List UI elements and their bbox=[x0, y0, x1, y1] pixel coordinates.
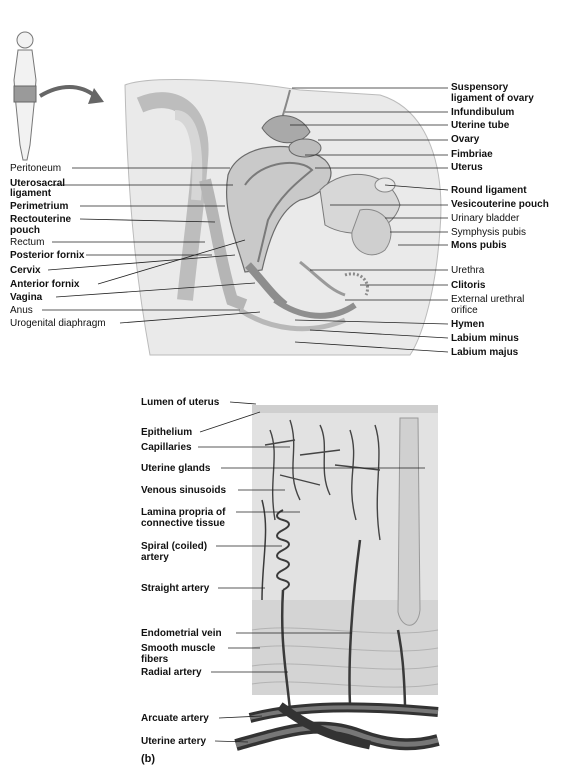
label-fimbriae: Fimbriae bbox=[451, 149, 493, 160]
label-uterine-glands: Uterine glands bbox=[141, 463, 211, 474]
label-radial-artery: Radial artery bbox=[141, 667, 202, 678]
label-epithelium: Epithelium bbox=[141, 427, 193, 438]
label-arcuate-artery: Arcuate artery bbox=[141, 713, 209, 724]
label-vagina: Vagina bbox=[10, 292, 43, 303]
label-suspensory: Suspensory bbox=[451, 82, 509, 93]
label-uterus: Uterus bbox=[451, 162, 483, 173]
label-uterine-artery: Uterine artery bbox=[141, 736, 207, 747]
label-endometrial-vein: Endometrial vein bbox=[141, 628, 222, 639]
label-lamina-propria: Lamina propria of bbox=[141, 507, 226, 518]
label-urogenital-diaphragm: Urogenital diaphragm bbox=[10, 318, 106, 329]
label-peritoneum: Peritoneum bbox=[10, 163, 62, 174]
label-round-ligament: Round ligament bbox=[451, 185, 527, 196]
label-orifice: orifice bbox=[451, 305, 478, 316]
label-urethra: Urethra bbox=[451, 265, 485, 276]
label-venous-sinusoids: Venous sinusoids bbox=[141, 485, 227, 496]
label-anus: Anus bbox=[10, 305, 33, 316]
label-cervix: Cervix bbox=[10, 265, 41, 276]
label-rectouterine-pouch: pouch bbox=[10, 225, 40, 236]
label-smooth-muscle-fibers: fibers bbox=[141, 654, 169, 665]
label-posterior-fornix: Posterior fornix bbox=[10, 250, 85, 261]
label-perimetrium: Perimetrium bbox=[10, 201, 69, 212]
label-uterosacral-ligament: ligament bbox=[10, 188, 52, 199]
label-anterior-fornix: Anterior fornix bbox=[10, 279, 80, 290]
label-ovary: Ovary bbox=[451, 134, 480, 145]
label-external-urethral: External urethral bbox=[451, 294, 525, 305]
label-suspensory-ligament: ligament of ovary bbox=[451, 93, 534, 104]
label-lumen-of-uterus: Lumen of uterus bbox=[141, 397, 220, 408]
label-mons-pubis: Mons pubis bbox=[451, 240, 507, 251]
label-connective-tissue: connective tissue bbox=[141, 518, 225, 529]
label-straight-artery: Straight artery bbox=[141, 583, 210, 594]
label-spiral-artery: artery bbox=[141, 552, 169, 563]
label-smooth-muscle: Smooth muscle bbox=[141, 643, 216, 654]
label-clitoris: Clitoris bbox=[451, 280, 486, 291]
label-uterine-tube: Uterine tube bbox=[451, 120, 510, 131]
label-infundibulum: Infundibulum bbox=[451, 107, 515, 118]
label-hymen: Hymen bbox=[451, 319, 485, 330]
label-spiral-coiled: Spiral (coiled) bbox=[141, 541, 208, 552]
label-vesicouterine-pouch: Vesicouterine pouch bbox=[451, 199, 549, 210]
panel-letter-b: (b) bbox=[141, 753, 156, 765]
label-labium-majus: Labium majus bbox=[451, 347, 519, 358]
label-symphysis-pubis: Symphysis pubis bbox=[451, 227, 527, 238]
endometrium-block bbox=[236, 405, 438, 745]
label-rectouterine: Rectouterine bbox=[10, 214, 72, 225]
label-uterosacral: Uterosacral bbox=[10, 178, 66, 189]
label-labium-minus: Labium minus bbox=[451, 333, 519, 344]
label-capillaries: Capillaries bbox=[141, 442, 192, 453]
label-urinary-bladder: Urinary bladder bbox=[451, 213, 520, 224]
label-rectum: Rectum bbox=[10, 237, 45, 248]
